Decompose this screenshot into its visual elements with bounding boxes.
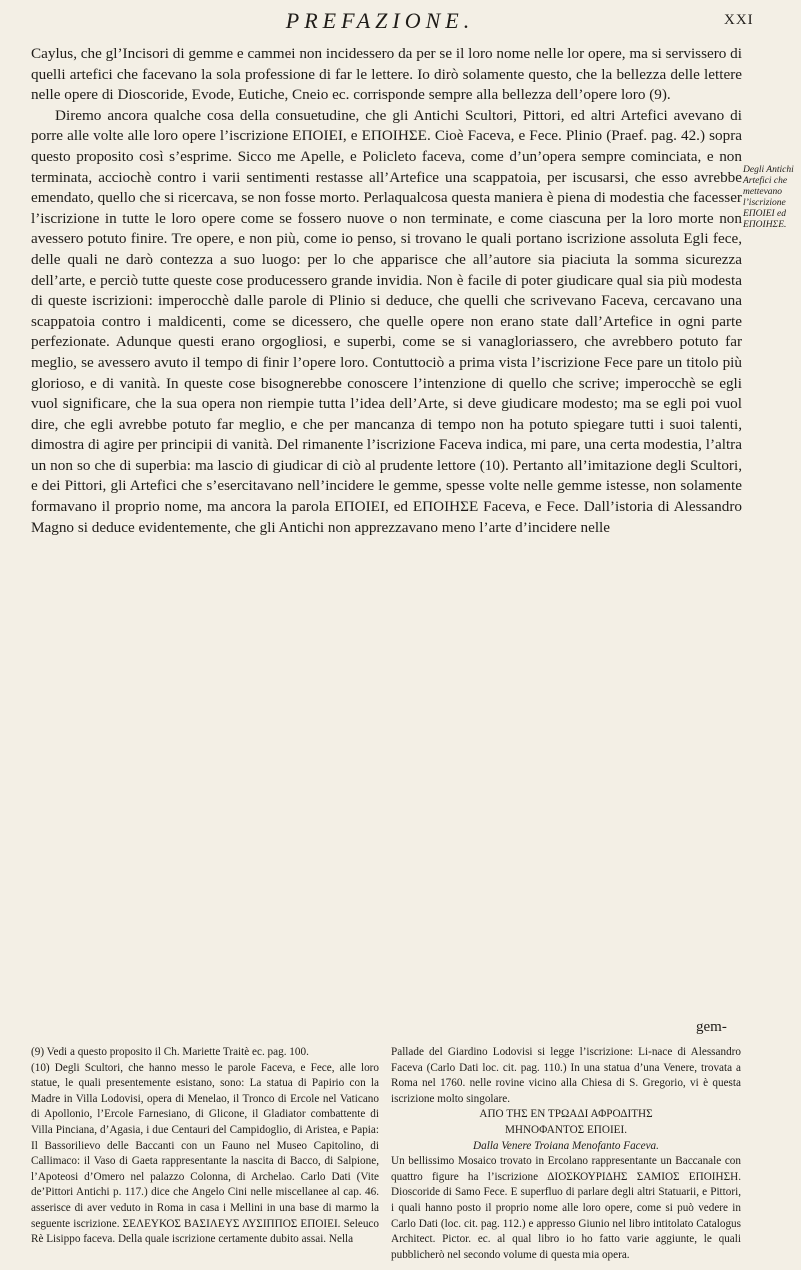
footnote: Pallade del Giardino Lodovisi si legge l’iscrizione: Li-nace di Alessandro Faceva (Carlo Dati loc. cit. pag. 110.) In una statua d’una Venere, trovata a Roma nel 1760. nelle rovine vicino alla Chiesa di S. Gregorio, vi è questa iscrizione molto singolare.: [391, 1046, 741, 1105]
footnotes-right-column: [391, 1045, 741, 1263]
footnote: (9) Vedi a questo proposito il Ch. Mariette Traitè ec. pag. 100.: [31, 1046, 309, 1058]
margin-note: Degli Antichi Artefici che mettevano l’iscrizione ΕΠΟΙΕΙ ed ΕΠΟΙΗΣΕ.: [743, 165, 794, 230]
page-number: XXI: [724, 12, 754, 28]
inscription-translation: Dalla Venere Troiana Menofanto Faceva.: [473, 1139, 659, 1152]
page-title: PREFAZIONE.: [285, 8, 475, 33]
inscription-line: ΑΠΟ ΤΗΣ ΕΝ ΤΡΩΑΔΙ ΑΦΡΟΔΙΤΗΣ: [479, 1108, 653, 1121]
inscription-line: ΜΗΝΟΦΑΝΤΟΣ ΕΠΟΙΕΙ.: [504, 1123, 628, 1136]
running-header: [0, 6, 801, 40]
catchword: gem-: [696, 1019, 727, 1035]
footnotes-left-column: [31, 1045, 379, 1248]
paragraph: Caylus, che gl’Incisori di gemme e cammei non incidessero da per se il loro nome nelle lor opere, ma si servissero di quelli artefici che facevano la sola professione di far le lettere. Io dirò solamente questo, che la bellezza delle lettere nelle opere di Dioscoride, Evode, Eutiche, Cneio ec. corrisponde sempre alla bellezza dell’opere loro (9).: [31, 45, 742, 104]
paragraph: Diremo ancora qualche cosa della consuetudine, che gli Antichi Scultori, Pittori, ed altri Artefici avevano di porre alle volte alle loro opere l’iscrizione ΕΠΟΙΕΙ, e ΕΠΟΙΗΣΕ. Cioè Faceva, e Fece. Plinio (Praef. pag. 42.) sopra questo proposito così s’esprime. Sicco me Apelle, e Policleto faceva, come d’un’opera sempre cominciata, e non terminata, acciochè contro i varii sentimenti restasse all’Artefice una scappatoia, per iscusarsi, che esso avrebbe emendato, quello che si ricercava, se non fosse morto. Perlaqualcosa questa maniera è piena di modestia che facesser l’iscrizione in tutte le loro opere come se fossero nuove o non terminate, e come ciascuna per la loro morte non avessero potuto finire. Tre opere, e non più, come io penso, si trovano le quali portano iscrizione assoluta Egli fece, delle quali ne darò contezza a suo luogo: per lo che apparisce che all’autore sia piaciuta la somma sicurezza dell’arte, e perciò tutte queste cose producessero grande invidia. Non è facile di poter giudicare qual sia più modesta di queste iscrizioni: imperocchè dalle parole di Plinio si deduce, che quelli che scrivevano Faceva, cercavano una scappatoia contro i maldicenti, come se dicessero, che quelle opere non erano state dall’Artefice in ogni parte perfezionate. Adunque questi erano orgogliosi, e superbi, come se si vanagloriassero, che avrebbero potuto far meglio, se avessero avuto il tempo di finir l’opere loro. Contuttociò a prima vista l’iscrizione Fece pare un titolo più glorioso, e di vanità. In queste cose bisognerebbe conoscere l’intenzione di quello che scrive; imperocchè se egli vuol significare, che la sua opera non riempie tutta l’idea dell’Arte, si deve giudicare modesto; ma se egli poi vuol dire, che egli avrebbe potuto far meglio, e che per mancanza di tempo non ha potuto spiegare tutti i suoi talenti, dimostra di agire per principii di vanità. Del rimanente l’iscrizione Faceva indica, mi pare, una certa modestia, l’altra un non so che di superbia: ma lascio di giudicar di ciò al prudente lettore (10). Pertanto all’imitazione degli Scultori, e dei Pittori, gli Artefici che s’esercitavano nell’incidere le gemme, spesse volte nelle gemme istesse, non solamente formavano il proprio nome, ma ancora la parola ΕΠΟΙΕΙ, ed ΕΠΟΙΗΣΕ Faceva, e Fece. Dall’istoria di Alessandro Magno si deduce evidentemente, che gli Antichi non apprezzavano meno l’arte d’incidere nelle: [31, 106, 742, 536]
footnote: Un bellissimo Mosaico trovato in Ercolano rappresentante un Baccanale con quattro figure ha l’iscrizione ΔΙΟΣΚΟΥΡΙΔΗΣ ΣΑΜΙΟΣ ΕΠΟΙΗΣΗ. Dioscoride di Samo Fece. E superfluo di parlare degli altri Statuarii, e Pittori, i quali hanno posto il proprio nome alle loro opere, come si può vedere in Carlo Dati (loc. cit. pag. 112.) e appresso Giunio nel libro intitolato Catalogus Architect. Pictor. ec. al qual libro io ho fatto varie aggiunte, le quali pubblicherò nel secondo volume di questa mia opera.: [391, 1155, 741, 1261]
main-text: [31, 44, 742, 538]
footnote: (10) Degli Scultori, che hanno messo le parole Faceva, e Fece, alle loro statue, le quali presentemente esistano, sono: La statua di Papirio con la Madre in Villa Lodovisi, opera di Menelao, il Tronco di Ercole nel Vaticano di Apollonio, l’Ercole Farnesiano, di Glicone, il Gladiator combattente di Villa Pinciana, d’Agasia, i due Centauri del Campidoglio, di Aristea, e Papia: Il Bassorilievo delle Baccanti con un Fauno nel Museo Capitolino, di Callimaco: il Vaso di Gaeta rappresentante la nascita di Bacco, di Salpione, l’Apoteosi d’Omero nel palazzo Colonna, di Archelao. Carlo Dati (Vite de’Pittori Antichi p. 117.) dice che Angelo Cini nelle miscellanee al cap. 46. asserisce di aver veduto in Roma in casa i Mellini in una base di marmo la seguente iscrizione. ΣΕΛΕΥΚΟΣ ΒΑΣΙΛΕΥΣ ΛΥΣΙΠΠΟΣ ΕΠΟΙΕΙ. Seleuco Rè Lisippo faceva. Della quale iscrizione certamente dubito assai. Nella: [31, 1061, 379, 1246]
